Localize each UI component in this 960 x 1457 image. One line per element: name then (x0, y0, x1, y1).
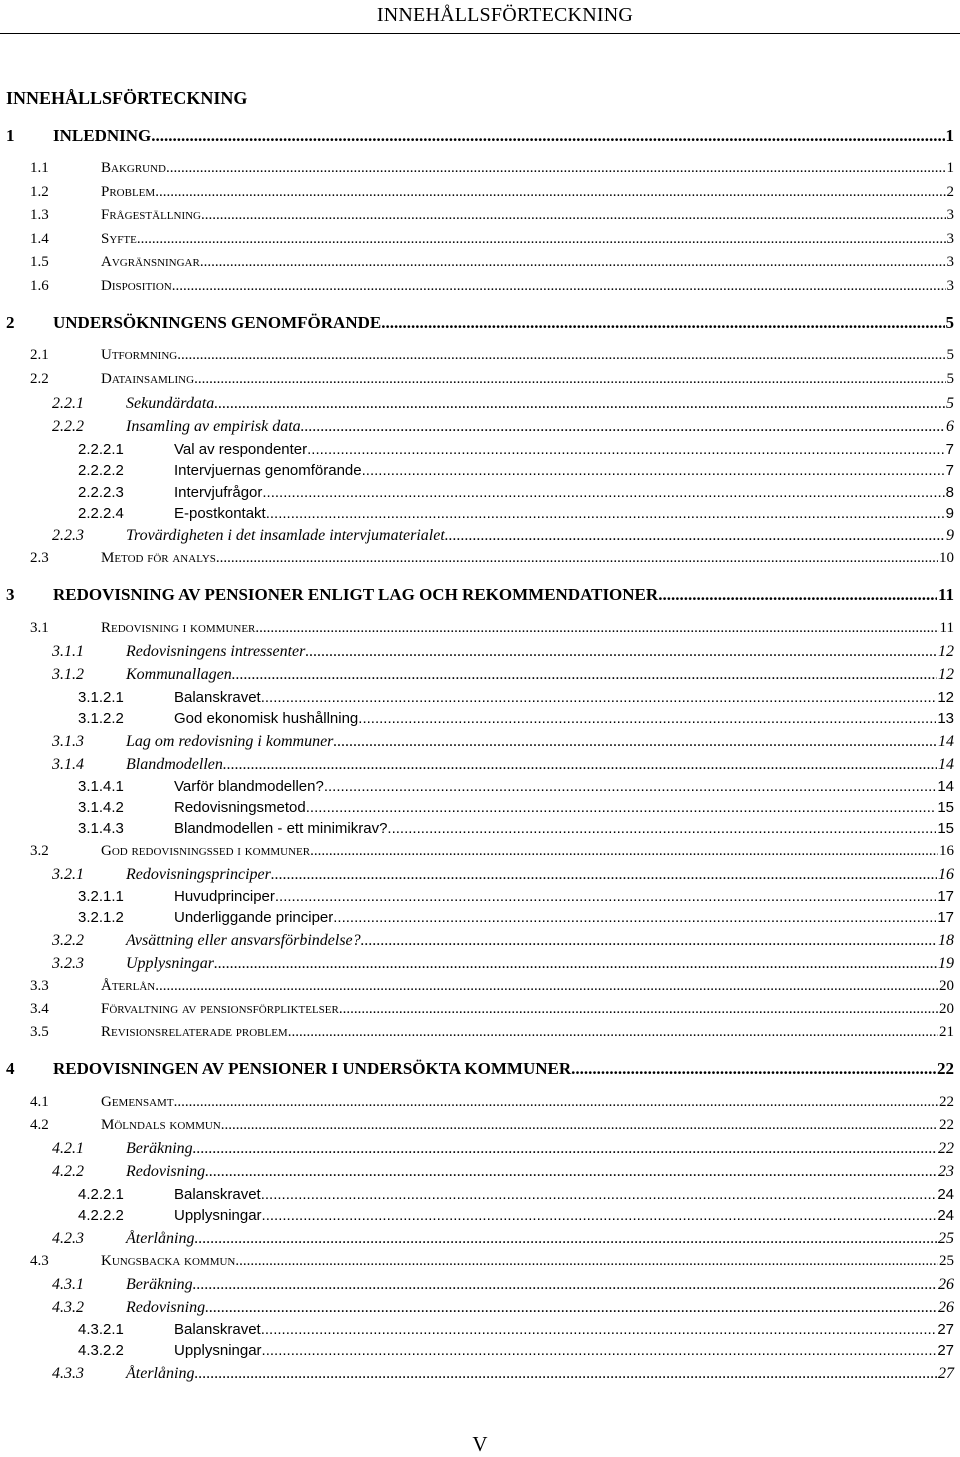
toc-entry-page: 27 (937, 1342, 954, 1359)
toc-entry-number: 3.1.2.1 (78, 689, 124, 706)
toc-entry[interactable] (52, 756, 954, 774)
dot-leader (333, 909, 936, 926)
toc-entry[interactable] (30, 1001, 954, 1018)
header-rule (0, 33, 960, 34)
toc-entry-title: Återlåning (126, 1230, 195, 1247)
dot-leader (201, 207, 946, 224)
toc-entry-page: 26 (938, 1299, 954, 1316)
toc-entry-title: Upplysningar (174, 1207, 262, 1224)
toc-entry-title: Intervjufrågor (174, 484, 263, 501)
toc-entry[interactable] (52, 1230, 954, 1248)
toc-entry[interactable] (52, 1276, 954, 1294)
dot-leader (221, 1117, 938, 1134)
toc-entry-page: 12 (938, 666, 954, 683)
toc-entry-title: Upplysningar (174, 1342, 262, 1359)
toc-entry-title: Upplysningar (126, 955, 214, 972)
toc-entry-number: 4.3.2 (52, 1299, 84, 1316)
dot-leader (235, 1253, 938, 1270)
toc-entry-title: Redovisningens intressenter (126, 643, 306, 660)
running-header: INNEHÅLLSFÖRTECKNING (376, 4, 633, 26)
toc-entry[interactable] (52, 418, 954, 436)
toc-entry-title: Revisionsrelaterade problem (101, 1024, 288, 1040)
dot-leader (333, 733, 937, 751)
toc-entry-title: Redovisning (126, 1299, 206, 1316)
dot-leader (266, 505, 945, 522)
toc-entry-page: 25 (939, 1253, 954, 1269)
toc-entry-number: 3.1.1 (52, 643, 84, 660)
dot-leader (271, 866, 937, 884)
toc-entry[interactable] (30, 843, 954, 860)
toc-entry-number: 1.5 (30, 254, 49, 270)
toc-entry[interactable] (30, 347, 954, 364)
dot-leader (172, 278, 946, 295)
toc-entry-page: 17 (937, 888, 954, 905)
toc-entry-number: 4.2.1 (52, 1140, 84, 1157)
toc-entry[interactable] (52, 1365, 954, 1383)
toc-entry-number: 2.2.2.4 (78, 505, 124, 522)
toc-entry-page: 20 (939, 978, 954, 994)
toc-entry-number: 3.2.1 (52, 866, 84, 883)
toc-entry-page: 16 (938, 866, 954, 883)
toc-entry-title: Disposition (101, 278, 172, 294)
toc-entry-number: 3.2.1.2 (78, 909, 124, 926)
dot-leader (174, 1094, 938, 1111)
toc-entry-title: God redovisningssed i kommuner (101, 843, 311, 859)
toc-entry-page: 21 (939, 1024, 954, 1040)
toc-entry-number: 4.3.3 (52, 1365, 84, 1382)
toc-entry[interactable] (78, 462, 954, 479)
toc-entry[interactable] (6, 313, 954, 333)
toc-entry-page: 22 (939, 1094, 954, 1110)
dot-leader (571, 1059, 936, 1079)
toc-entry[interactable] (78, 689, 954, 706)
dot-leader (307, 441, 945, 458)
toc-entry[interactable] (52, 395, 954, 413)
toc-entry-page: 1 (945, 126, 954, 145)
toc-entry[interactable] (52, 527, 954, 545)
toc-entry[interactable] (78, 1207, 954, 1224)
toc-entry[interactable] (52, 1140, 954, 1158)
toc-entry-page: 5 (946, 347, 954, 363)
toc-entry-page: 11 (939, 620, 954, 636)
dot-leader (166, 160, 945, 177)
toc-entry-page: 14 (938, 756, 954, 773)
toc-entry-page: 12 (938, 643, 954, 660)
dot-leader (232, 666, 937, 684)
toc-entry-title: Varför blandmodellen? (174, 778, 324, 795)
toc-entry[interactable] (30, 184, 954, 201)
toc-entry-page: 5 (946, 371, 954, 387)
toc-entry-number: 1.3 (30, 207, 49, 223)
toc-entry[interactable] (78, 710, 954, 727)
toc-entry-page: 5 (945, 313, 954, 332)
dot-leader (194, 371, 945, 388)
dot-leader (324, 778, 936, 795)
toc-entry-number: 2.2.3 (52, 527, 84, 544)
toc-entry-number: 3.4 (30, 1001, 49, 1017)
toc-entry-title: Gemensamt (101, 1094, 174, 1110)
toc-entry-number: 3.2 (30, 843, 49, 859)
toc-entry-title: Balanskravet (174, 689, 261, 706)
toc-entry-title: Trovärdigheten i det insamlade intervjumaterialet (126, 527, 445, 544)
toc-entry-title: Förvaltning av pensionsförpliktelser (101, 1001, 339, 1017)
toc-entry-number: 2.3 (30, 550, 49, 566)
dot-leader (301, 418, 945, 436)
toc-entry-page: 7 (945, 462, 954, 479)
toc-entry-page: 19 (938, 955, 954, 972)
toc-entry-title: Balanskravet (174, 1186, 261, 1203)
toc-entry-number: 1.6 (30, 278, 49, 294)
toc-entry-title: Metod för analys (101, 550, 216, 566)
toc-entry-title: REDOVISNINGEN AV PENSIONER I UNDERSÖKTA KOMMUNER (53, 1059, 572, 1078)
toc-entry-title: Redovisning (126, 1163, 206, 1180)
toc-entry-page: 3 (946, 207, 954, 223)
toc-entry-number: 2.1 (30, 347, 49, 363)
dot-leader (151, 126, 944, 146)
dot-leader (205, 1299, 937, 1317)
toc-entry[interactable] (6, 1059, 954, 1079)
toc-entry-number: 1.2 (30, 184, 49, 200)
toc-entry-number: 1.4 (30, 231, 49, 247)
toc-entry-title: Redovisningsprinciper (126, 866, 271, 883)
toc-entry-number: 3.5 (30, 1024, 49, 1040)
dot-leader (214, 955, 937, 973)
toc-entry[interactable] (30, 1117, 954, 1134)
toc-entry-page: 7 (945, 441, 954, 458)
toc-entry-title: Insamling av empirisk data (126, 418, 301, 435)
toc-entry-title: INLEDNING (53, 126, 152, 145)
toc-entry-number: 4.3 (30, 1253, 49, 1269)
toc-entry-title: Val av respondenter (174, 441, 308, 458)
toc-entry-number: 4.2.2 (52, 1163, 84, 1180)
dot-leader (387, 820, 936, 837)
dot-leader (381, 313, 944, 333)
toc-entry-page: 1 (946, 160, 954, 176)
toc-entry-page: 9 (945, 505, 954, 522)
dot-leader (194, 1365, 937, 1383)
dot-leader (214, 395, 945, 413)
toc-entry-page: 22 (939, 1117, 954, 1133)
toc-entry-number: 3.1.3 (52, 733, 84, 750)
toc-title: INNEHÅLLSFÖRTECKNING (6, 88, 248, 108)
dot-leader (205, 1163, 937, 1181)
toc-entry-title: Blandmodellen (126, 756, 223, 773)
toc-entry[interactable] (30, 1024, 954, 1041)
toc-entry-number: 4.2 (30, 1117, 49, 1133)
toc-entry[interactable] (78, 441, 954, 458)
toc-entry[interactable] (78, 820, 954, 837)
toc-entry-title: Intervjuernas genomförande (174, 462, 362, 479)
toc-entry-title: Redovisningsmetod (174, 799, 306, 816)
toc-entry[interactable] (30, 278, 954, 295)
toc-entry-number: 4.1 (30, 1094, 49, 1110)
toc-entry-number: 4.2.2.1 (78, 1186, 124, 1203)
dot-leader (288, 1024, 938, 1041)
toc-entry[interactable] (52, 932, 954, 950)
toc-entry[interactable] (30, 231, 954, 248)
dot-leader (445, 527, 945, 545)
toc-entry-title: Underliggande principer (174, 909, 334, 926)
toc-entry-number: 2.2.2.2 (78, 462, 124, 479)
toc-entry-number: 2.2.2 (52, 418, 84, 435)
dot-leader (306, 799, 937, 816)
toc-entry-number: 2.2.1 (52, 395, 84, 412)
toc-entry-page: 24 (937, 1186, 954, 1203)
toc-entry[interactable] (30, 620, 954, 637)
toc-entry-page: 14 (937, 778, 954, 795)
toc-entry[interactable] (52, 733, 954, 751)
toc-entry-page: 2 (946, 184, 954, 200)
toc-entry-title: God ekonomisk hushållning (174, 710, 359, 727)
toc-entry[interactable] (30, 978, 954, 995)
toc-entry[interactable] (78, 505, 954, 522)
toc-entry-page: 15 (937, 799, 954, 816)
toc-entry-title: Lag om redovisning i kommuner (126, 733, 334, 750)
dot-leader (155, 978, 938, 995)
toc-entry-page: 16 (939, 843, 954, 859)
toc-entry-number: 3.1 (30, 620, 49, 636)
toc-entry-number: 1 (6, 126, 15, 145)
toc-entry-page: 3 (946, 278, 954, 294)
dot-leader (261, 689, 937, 706)
toc-entry-number: 4.3.2.2 (78, 1342, 124, 1359)
dot-leader (223, 756, 937, 774)
toc-entry[interactable] (6, 126, 954, 146)
toc-entry-number: 2.2 (30, 371, 49, 387)
dot-leader (261, 1186, 937, 1203)
toc-entry[interactable] (6, 585, 954, 605)
toc-entry-title: Problem (101, 184, 156, 200)
toc-entry-title: Sekundärdata (126, 395, 215, 412)
toc-entry-title: Kommunallagen (126, 666, 232, 683)
toc-entry-page: 6 (946, 418, 954, 435)
dot-leader (155, 184, 945, 201)
toc-entry-page: 23 (938, 1163, 954, 1180)
page-number: V (472, 1432, 488, 1456)
toc-entry-number: 3 (6, 585, 15, 604)
toc-entry-number: 2.2.2.3 (78, 484, 124, 501)
dot-leader (255, 620, 938, 637)
toc-entry[interactable] (52, 1299, 954, 1317)
toc-entry-page: 9 (946, 527, 954, 544)
toc-entry[interactable] (30, 254, 954, 271)
dot-leader (262, 1342, 937, 1359)
toc-entry-title: Bakgrund (101, 160, 167, 176)
dot-leader (200, 254, 946, 271)
toc-entry-title: Redovisning i kommuner (101, 620, 256, 636)
toc-entry-page: 8 (945, 484, 954, 501)
toc-entry-number: 3.3 (30, 978, 49, 994)
toc-entry-title: UNDERSÖKNINGENS GENOMFÖRANDE (53, 313, 382, 332)
toc-entry-title: Syfte (101, 231, 137, 247)
toc-entry-number: 2.2.2.1 (78, 441, 124, 458)
toc-entry-title: Avsättning eller ansvarsförbindelse? (126, 932, 361, 949)
toc-entry-page: 17 (937, 909, 954, 926)
toc-entry-title: Mölndals kommun (101, 1117, 221, 1133)
toc-entry-page: 13 (937, 710, 954, 727)
toc-entry-page: 22 (937, 1059, 954, 1078)
toc-entry[interactable] (52, 955, 954, 973)
dot-leader (362, 462, 945, 479)
toc-entry-title: Kungsbacka kommun (101, 1253, 236, 1269)
toc-entry-title: Datainsamling (101, 371, 195, 387)
toc-entry-number: 3.2.3 (52, 955, 84, 972)
toc-entry-number: 3.2.1.1 (78, 888, 124, 905)
toc-entry-title: REDOVISNING AV PENSIONER ENLIGT LAG OCH REKOMMENDATIONER (53, 585, 659, 604)
toc-entry[interactable] (30, 550, 954, 567)
toc-entry[interactable] (52, 666, 954, 684)
toc-entry-number: 3.1.4.3 (78, 820, 124, 837)
toc-entry-page: 3 (946, 254, 954, 270)
toc-entry[interactable] (78, 1186, 954, 1203)
dot-leader (361, 932, 937, 950)
toc-entry-number: 4.2.3 (52, 1230, 84, 1247)
toc-entry-title: Beräkning (126, 1140, 193, 1157)
toc-entry[interactable] (78, 484, 954, 501)
toc-entry-number: 2 (6, 313, 15, 332)
dot-leader (216, 550, 938, 567)
dot-leader (658, 585, 937, 605)
toc-entry-page: 10 (939, 550, 954, 566)
dot-leader (261, 1321, 937, 1338)
toc-entry[interactable] (78, 888, 954, 905)
toc-entry[interactable] (78, 1342, 954, 1359)
toc-entry-number: 1.1 (30, 160, 49, 176)
toc-entry[interactable] (52, 643, 954, 661)
dot-leader (262, 484, 944, 501)
toc-entry-page: 22 (938, 1140, 954, 1157)
toc-entry-title: Återlåning (126, 1365, 195, 1382)
dot-leader (262, 1207, 937, 1224)
toc-entry[interactable] (78, 1321, 954, 1338)
toc-entry[interactable] (78, 778, 954, 795)
toc-entry-title: E-postkontakt (174, 505, 266, 522)
toc-entry-title: Huvudprinciper (174, 888, 275, 905)
dot-leader (193, 1140, 937, 1158)
toc-entry-page: 14 (938, 733, 954, 750)
toc-entry-page: 24 (937, 1207, 954, 1224)
toc-entry[interactable] (52, 1163, 954, 1181)
toc-entry-number: 4.3.1 (52, 1276, 84, 1293)
toc-entry-page: 27 (937, 1321, 954, 1338)
toc-entry-number: 3.1.2 (52, 666, 84, 683)
dot-leader (339, 1001, 938, 1018)
toc-entry[interactable] (30, 371, 954, 388)
toc-entry-page: 5 (946, 395, 954, 412)
toc-entry-number: 4 (6, 1059, 15, 1078)
toc-entry-page: 20 (939, 1001, 954, 1017)
toc-entry[interactable] (30, 1094, 954, 1111)
toc-entry[interactable] (30, 160, 954, 177)
dot-leader (137, 231, 946, 248)
toc-entry-number: 3.1.4.2 (78, 799, 124, 816)
toc-entry-page: 3 (946, 231, 954, 247)
toc-entry-page: 12 (937, 689, 954, 706)
toc-entry-number: 3.1.4.1 (78, 778, 124, 795)
toc-entry-number: 4.3.2.1 (78, 1321, 124, 1338)
toc-entry-number: 3.1.2.2 (78, 710, 124, 727)
toc-entry[interactable] (78, 799, 954, 816)
toc-entry-number: 4.2.2.2 (78, 1207, 124, 1224)
dot-leader (358, 710, 936, 727)
toc-entry[interactable] (52, 866, 954, 884)
toc-entry-page: 26 (938, 1276, 954, 1293)
toc-entry-title: Avgränsningar (101, 254, 200, 270)
toc-entry-page: 11 (937, 585, 954, 604)
toc-entry-title: Utformning (101, 347, 178, 363)
toc-entry-page: 27 (938, 1365, 954, 1382)
dot-leader (194, 1230, 937, 1248)
toc-entry-number: 3.1.4 (52, 756, 84, 773)
dot-leader (177, 347, 945, 364)
dot-leader (310, 843, 938, 860)
toc-entry-page: 15 (937, 820, 954, 837)
toc-entry[interactable] (30, 1253, 954, 1270)
toc-entry-number: 3.2.2 (52, 932, 84, 949)
toc-entry-title: Återlån (101, 978, 156, 994)
toc-entry-title: Frågeställning (101, 207, 201, 223)
dot-leader (305, 643, 937, 661)
toc-entry-page: 25 (938, 1230, 954, 1247)
dot-leader (275, 888, 936, 905)
toc-entry[interactable] (78, 909, 954, 926)
dot-leader (193, 1276, 937, 1294)
toc-entry-title: Beräkning (126, 1276, 193, 1293)
toc-entry-title: Blandmodellen - ett minimikrav? (174, 820, 388, 837)
toc-entry[interactable] (30, 207, 954, 224)
toc-entry-title: Balanskravet (174, 1321, 261, 1338)
toc-entry-page: 18 (938, 932, 954, 949)
